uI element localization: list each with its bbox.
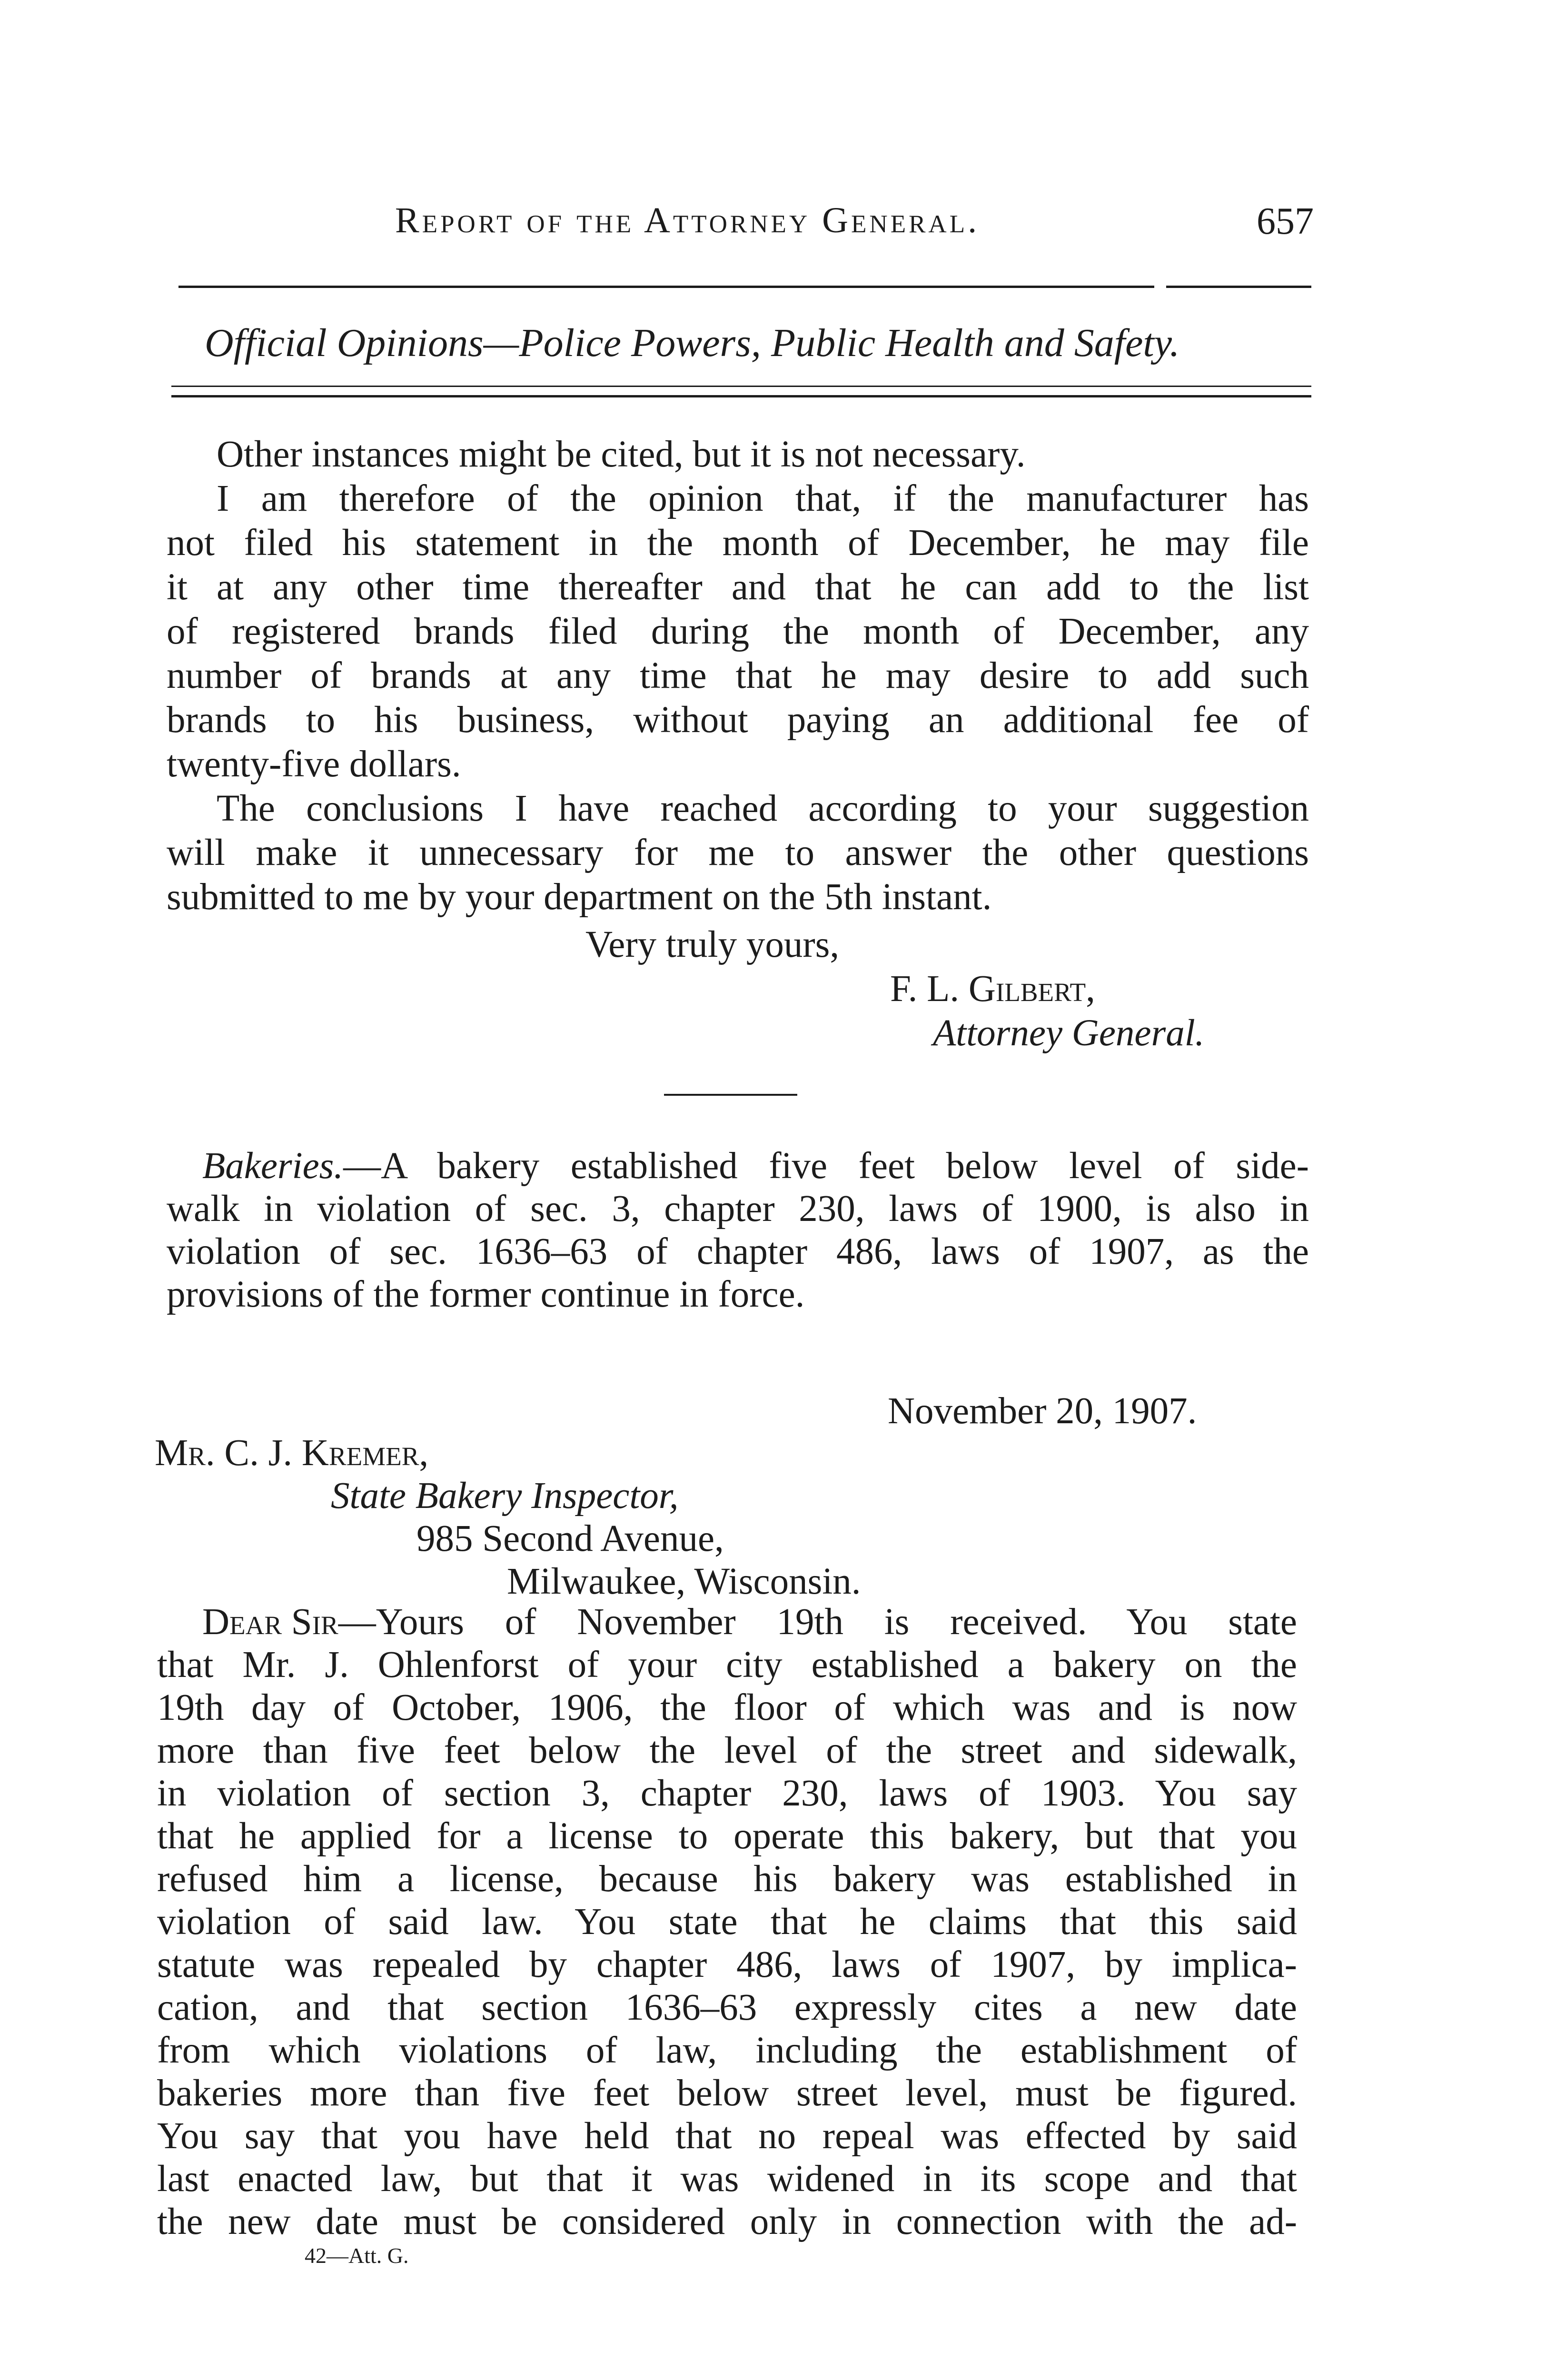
- letter2-line: cation, and that section 1636–63 expressly cites a new date: [157, 1987, 1297, 2028]
- letter2-line: last enacted law, but that it was widened in its scope and that: [157, 2158, 1297, 2200]
- letter2-line: more than five feet below the level of the street and sidewalk,: [157, 1730, 1297, 1771]
- letter1-line: it at any other time thereafter and that he can add to the list: [167, 566, 1309, 608]
- syllabus-topic: Bakeries.: [202, 1145, 344, 1187]
- letter2-line: You say that you have held that no repeal was effected by said: [157, 2115, 1297, 2157]
- letter2-addressee-title: State Bakery Inspector,: [331, 1475, 679, 1517]
- letter2-line: the new date must be considered only in connection with the ad-: [157, 2201, 1297, 2242]
- letter2-line: refused him a license, because his bakery was established in: [157, 1858, 1297, 1900]
- letter1-line: submitted to me by your department on the 5th instant.: [167, 876, 992, 918]
- letter2-line-first: [202, 1603, 1297, 1641]
- letter1-line: Other instances might be cited, but it is not necessary.: [217, 434, 1026, 475]
- syllabus-text: —A bakery established five feet below level of side-: [343, 1145, 1309, 1187]
- letter2-text: —Yours of November 19th is received. You state: [338, 1601, 1297, 1643]
- running-title: Report of the Attorney General.: [395, 200, 980, 240]
- letter1-line: The conclusions I have reached according to your suggestion: [217, 788, 1309, 829]
- letter2-line: violation of said law. You state that he claims that this said: [157, 1901, 1297, 1943]
- letter1-line: of registered brands filed during the month of December, any: [167, 611, 1309, 652]
- syllabus-line-first: [202, 1147, 1309, 1185]
- syllabus-line: provisions of the former continue in force.: [167, 1274, 805, 1315]
- letter2-salutation: Dear Sir: [202, 1601, 338, 1643]
- letter1-line: not filed his statement in the month of December, he may file: [167, 522, 1309, 564]
- letter2-date: November 20, 1907.: [888, 1390, 1197, 1432]
- header-rule-top-right: [1166, 286, 1311, 288]
- header-rule-top-left: [178, 286, 1154, 288]
- letter2-line: statute was repealed by chapter 486, laws of 1907, by implica-: [157, 1944, 1297, 1985]
- section-heading: Official Opinions—Police Powers, Public Health and Safety.: [205, 321, 1180, 365]
- page-number: 657: [1257, 200, 1314, 242]
- letter1-closing: Very truly yours,: [585, 924, 840, 965]
- letter2-line: 19th day of October, 1906, the floor of which was and is now: [157, 1687, 1297, 1728]
- letter2-line: that Mr. J. Ohlenforst of your city established a bakery on the: [157, 1644, 1297, 1686]
- signature-mark: 42—Att. G.: [305, 2243, 409, 2268]
- syllabus-line: walk in violation of sec. 3, chapter 230, laws of 1900, is also in: [167, 1188, 1309, 1230]
- letter1-line: I am therefore of the opinion that, if the manufacturer has: [217, 478, 1309, 519]
- letter1-signer-title: Attorney General.: [933, 1012, 1205, 1054]
- letter2-line: bakeries more than five feet below street level, must be figured.: [157, 2073, 1297, 2114]
- letter1-line: number of brands at any time that he may desire to add such: [167, 655, 1309, 696]
- syllabus-line: violation of sec. 1636–63 of chapter 486, laws of 1907, as the: [167, 1231, 1309, 1272]
- letter1-line: twenty-five dollars.: [167, 744, 461, 785]
- header-rule-bottom-thick: [171, 395, 1311, 397]
- letter1-signer: F. L. Gilbert,: [890, 968, 1095, 1010]
- header-rule-bottom-thin: [171, 386, 1311, 387]
- letter2-line: from which violations of law, including the establishment of: [157, 2030, 1297, 2071]
- letter2-street: 985 Second Avenue,: [416, 1518, 724, 1559]
- letter2-addressee: Mr. C. J. Kremer,: [155, 1432, 429, 1474]
- letter2-line: that he applied for a license to operate this bakery, but that you: [157, 1815, 1297, 1857]
- letter1-line: will make it unnecessary for me to answer the other questions: [167, 832, 1309, 873]
- letter2-city: Milwaukee, Wisconsin.: [507, 1561, 861, 1602]
- letter2-line: in violation of section 3, chapter 230, laws of 1903. You say: [157, 1773, 1297, 1814]
- letter1-line: brands to his business, without paying an additional fee of: [167, 699, 1309, 741]
- section-separator: [664, 1094, 797, 1096]
